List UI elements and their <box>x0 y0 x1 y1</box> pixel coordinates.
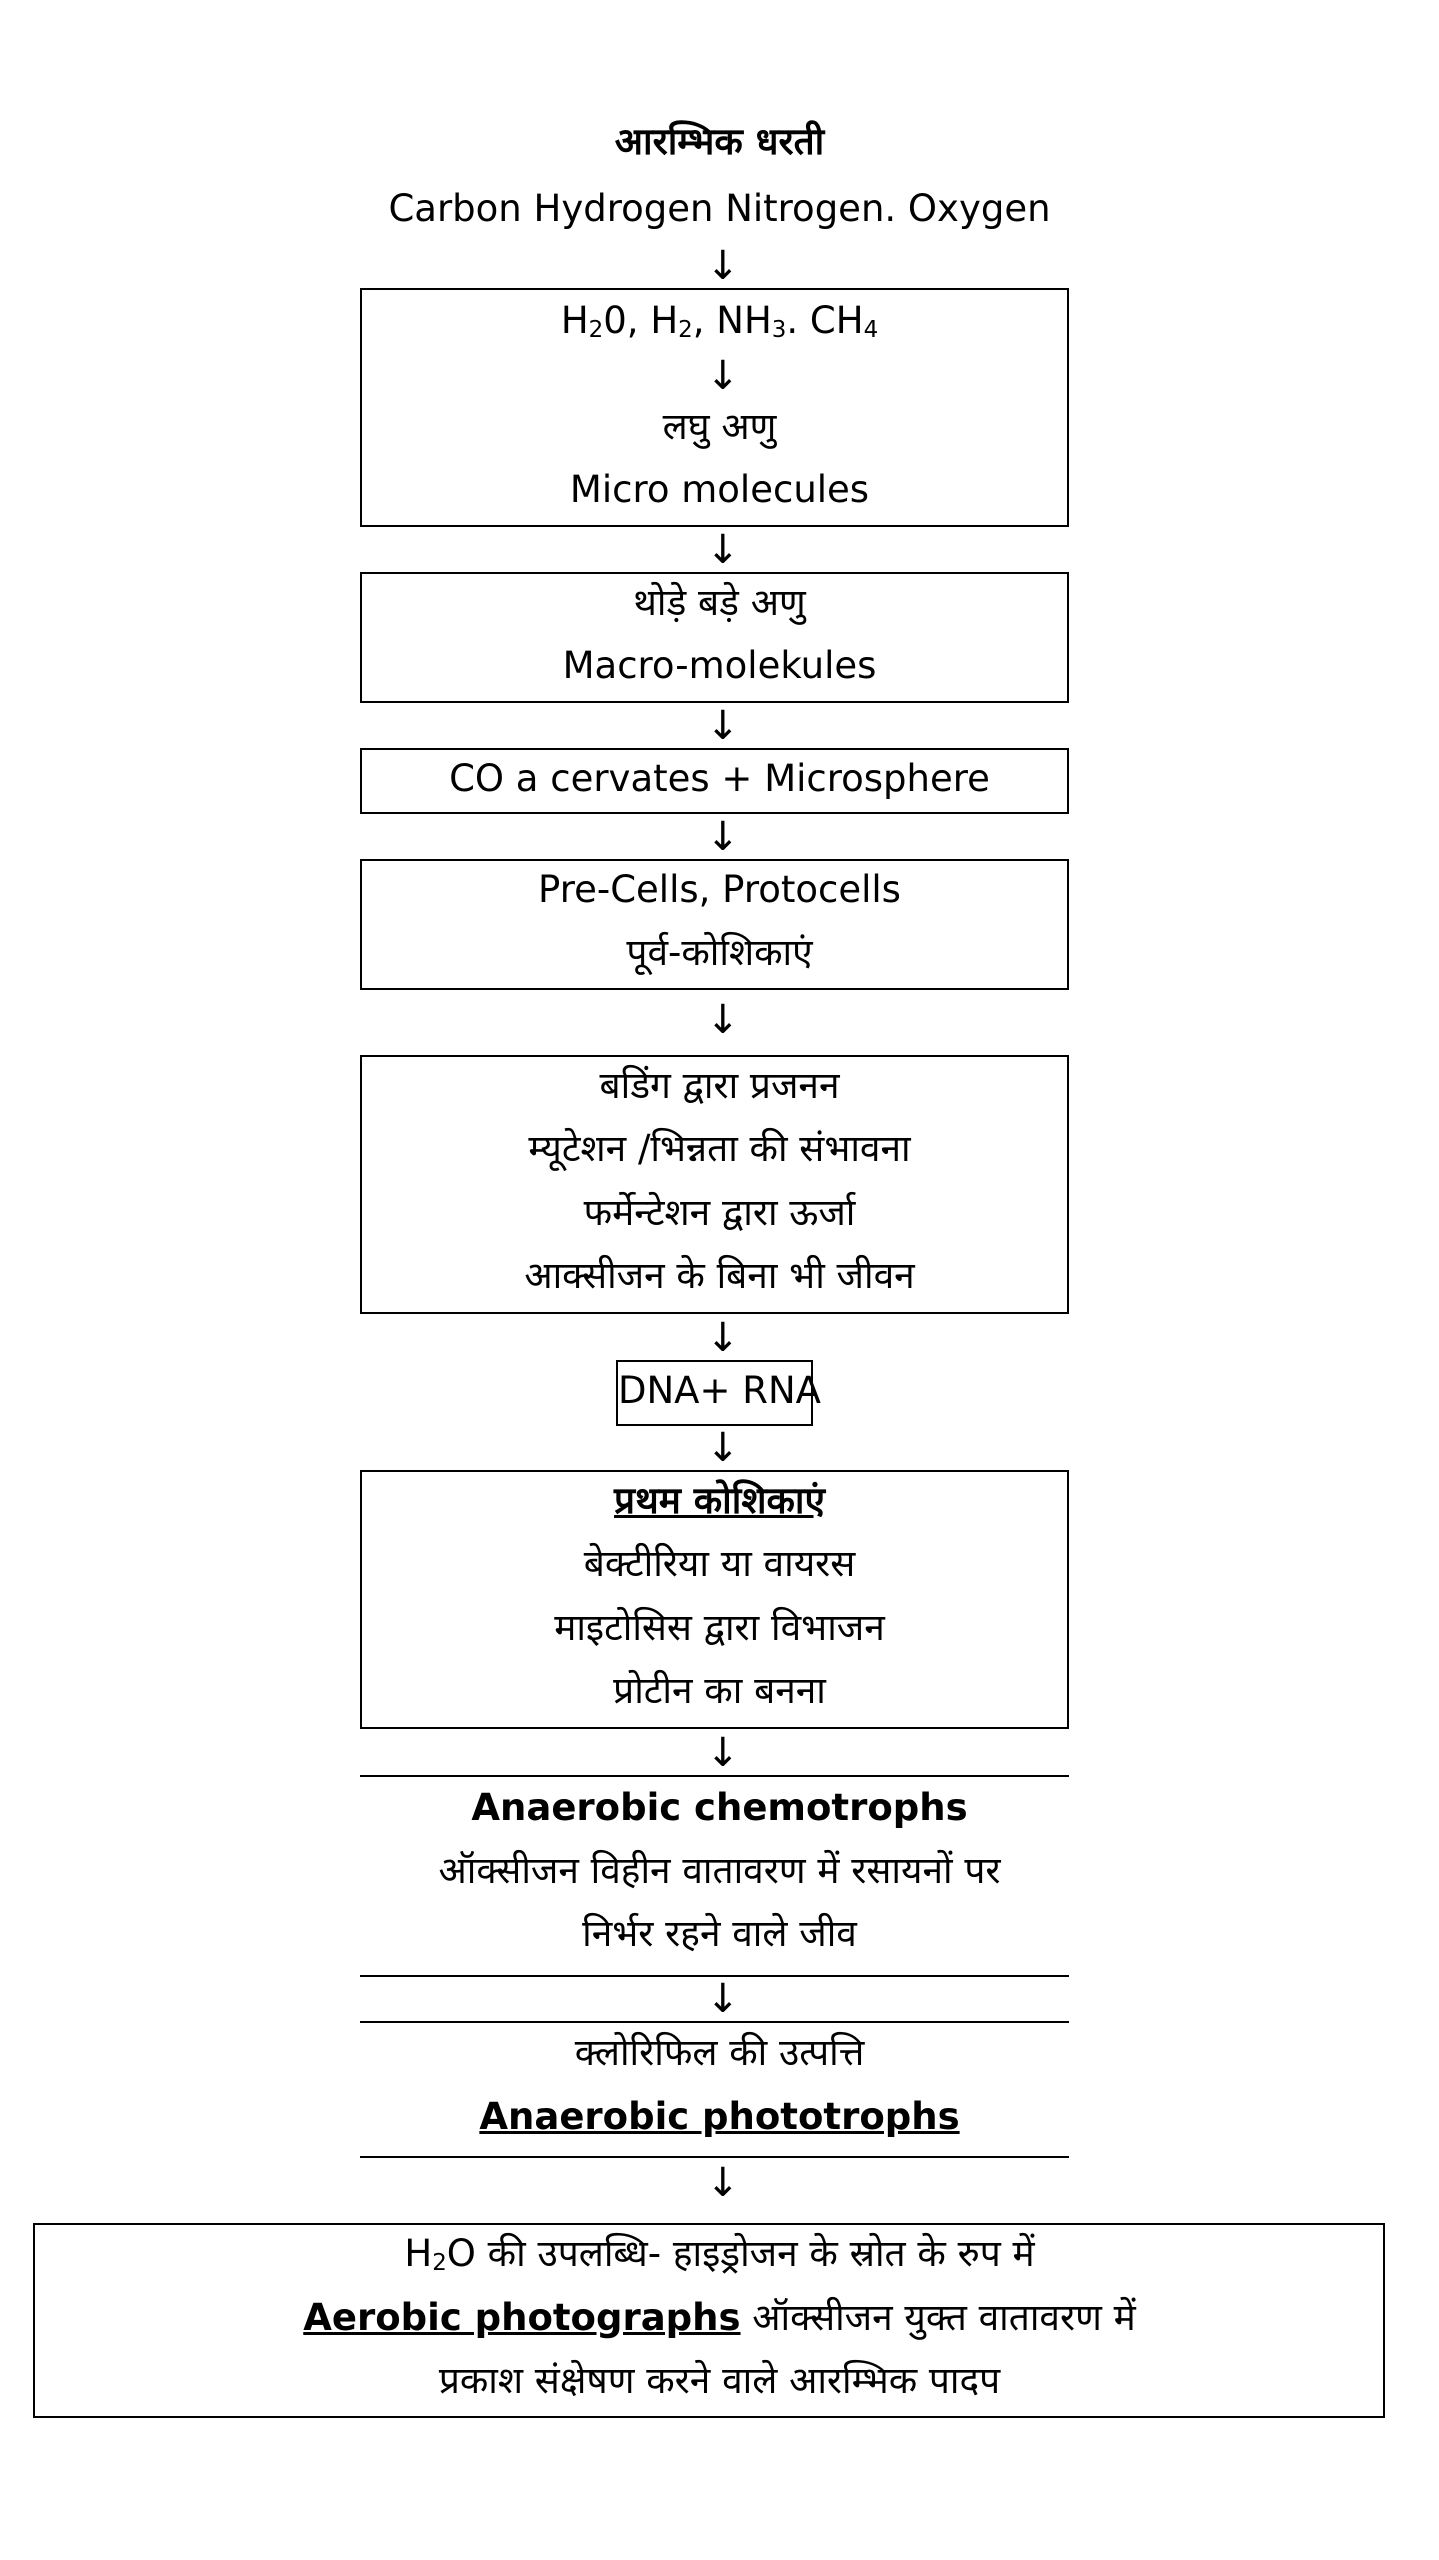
formula-subscript: 2 <box>678 317 693 344</box>
fermentation-energy: फर्मेन्टेशन द्वारा ऊर्जा <box>583 1191 856 1234</box>
water-h: H <box>404 2232 433 2275</box>
arrow-down-icon: ↓ <box>706 243 740 289</box>
coacervates-label: CO a cervates + Microsphere <box>449 757 990 800</box>
arrow-down-icon: ↓ <box>706 1425 740 1471</box>
mutation-possibility: म्यूटेशन /भिन्नता की संभावना <box>528 1127 911 1170</box>
life-without-oxygen: आक्सीजन के बिना भी जीवन <box>524 1254 915 1297</box>
dna-rna-label: DNA+ RNA <box>618 1369 821 1412</box>
water-availability-text: O की उपलब्धि- हाइड्रोजन के स्रोत के रुप में <box>446 2232 1035 2275</box>
mitosis-division: माइटोसिस द्वारा विभाजन <box>554 1606 885 1649</box>
chemotrophs-description-1: ऑक्सीजन विहीन वातावरण में रसायनों पर <box>438 1849 1001 1892</box>
arrow-down-icon: ↓ <box>706 997 740 1043</box>
anaerobic-chemotrophs-heading: Anaerobic chemotrophs <box>471 1786 968 1829</box>
chlorophyll-origin: क्लोरिफिल की उत्पत्ति <box>574 2031 865 2074</box>
formula-text: . CH <box>786 299 864 342</box>
formula-text: 0, H <box>603 299 679 342</box>
formula-subscript: 3 <box>771 317 787 344</box>
arrow-down-icon: ↓ <box>706 1976 740 2022</box>
divider <box>360 2156 1069 2158</box>
formula-text: H <box>560 299 589 342</box>
divider <box>360 2021 1069 2023</box>
formula-subscript: 4 <box>863 317 879 344</box>
chemotrophs-description-2: निर्भर रहने वाले जीव <box>582 1912 857 1955</box>
arrow-down-icon: ↓ <box>706 1730 740 1776</box>
diagram-title: आरम्भिक धरती <box>614 120 825 163</box>
arrow-down-icon: ↓ <box>706 2160 740 2206</box>
first-cells-heading-row <box>0 1478 1439 1524</box>
early-plants: प्रकाश संक्षेषण करने वाले आरम्भिक पादप <box>438 2359 1001 2402</box>
budding-reproduction: बडिंग द्वारा प्रजनन <box>599 1064 840 1107</box>
micro-molecules-label: Micro molecules <box>569 468 870 511</box>
divider <box>360 1775 1069 1777</box>
bacteria-virus: बेक्टीरिया या वायरस <box>583 1542 856 1585</box>
arrow-down-icon: ↓ <box>706 1315 740 1361</box>
elements-line: Carbon Hydrogen Nitrogen. Oxygen <box>388 187 1051 230</box>
arrow-down-icon: ↓ <box>706 527 740 573</box>
macro-molecules-hindi: थोड़े बड़े अणु <box>633 581 806 624</box>
formula-subscript: 2 <box>588 317 604 344</box>
aerobic-line <box>0 2295 1439 2341</box>
protocells-hindi: पूर्व-कोशिकाएं <box>626 931 813 974</box>
macro-molecules-label: Macro-molekules <box>562 644 877 687</box>
aerobic-photographs-label: Aerobic photographs <box>303 2296 741 2339</box>
protocells-label: Pre-Cells, Protocells <box>538 868 901 911</box>
formula-text: , NH <box>692 299 772 342</box>
first-cells-heading: प्रथम कोशिकाएं <box>614 1479 825 1522</box>
arrow-down-icon: ↓ <box>706 814 740 860</box>
anaerobic-phototrophs-heading: Anaerobic phototrophs <box>479 2095 960 2138</box>
water-subscript: 2 <box>432 2250 447 2277</box>
micro-molecules-hindi: लघु अणु <box>662 405 777 448</box>
water-availability <box>0 2231 1439 2277</box>
arrow-down-icon: ↓ <box>706 703 740 749</box>
phototrophs-heading-row <box>0 2094 1439 2140</box>
protein-formation: प्रोटीन का बनना <box>613 1669 826 1712</box>
molecules-formula <box>0 298 1439 344</box>
aerobic-environment-text: ऑक्सीजन युक्त वातावरण में <box>740 2296 1136 2339</box>
arrow-down-icon: ↓ <box>706 353 740 399</box>
